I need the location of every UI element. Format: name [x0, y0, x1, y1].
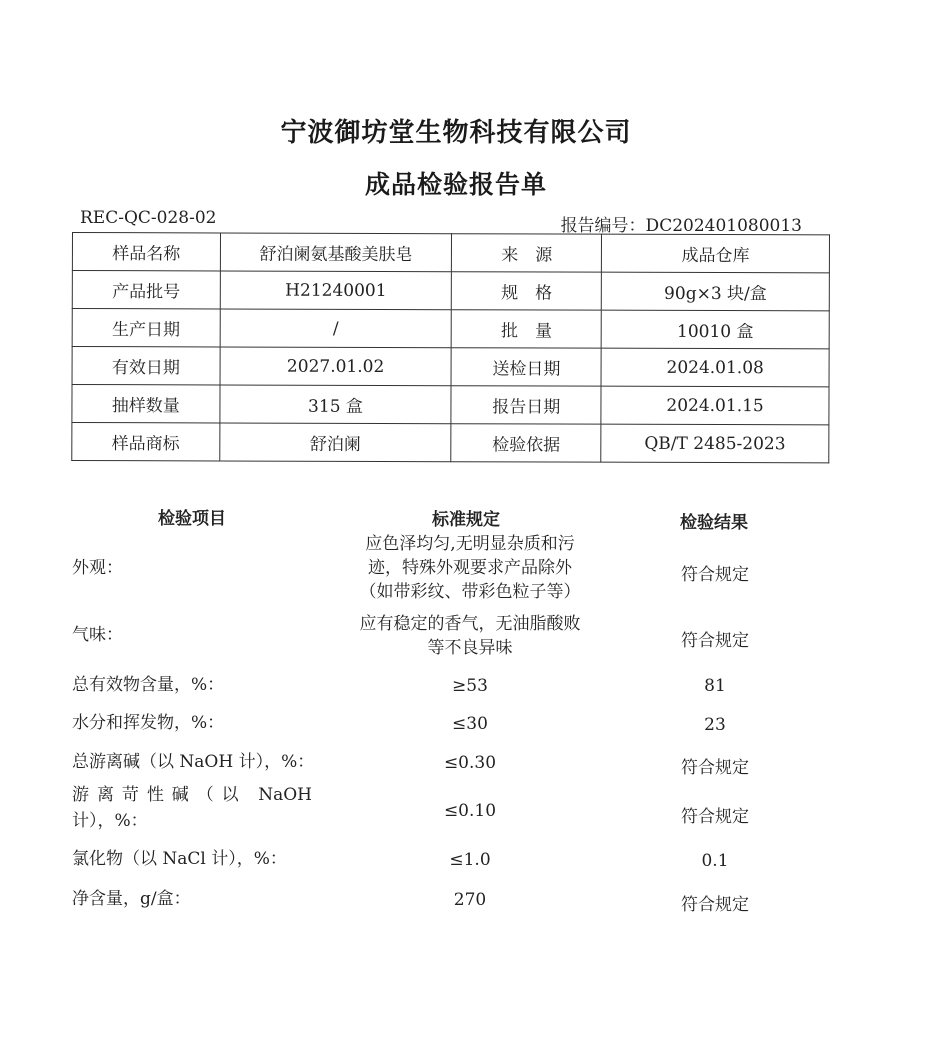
- result-standard: ≤1.0: [449, 850, 491, 870]
- result-item: 水分和挥发物，%：: [72, 713, 225, 733]
- info-label: 规 格: [452, 272, 602, 310]
- info-label: 送检日期: [451, 348, 601, 386]
- info-label: 批 量: [452, 310, 602, 348]
- standard-line: 应有稳定的香气，无油脂酸败: [359, 614, 581, 634]
- info-label: 抽样数量: [72, 385, 220, 423]
- result-value: 23: [704, 715, 726, 735]
- standard-line: 应色泽均匀,无明显杂质和污: [365, 534, 575, 554]
- info-label: 检验依据: [451, 424, 601, 462]
- standard-line: （如带彩纹、带彩色粒子等）: [359, 582, 581, 602]
- result-standard: [330, 532, 610, 604]
- info-label: 产品批号: [72, 271, 220, 309]
- info-value: 315 盒: [220, 385, 452, 424]
- info-label: 样品商标: [72, 423, 220, 461]
- item-line: 游 离 苛 性 碱 （ 以 NaOH: [72, 785, 312, 805]
- result-item: 总游离碱（以 NaOH 计），%：: [72, 752, 315, 772]
- result-item: 净含量，g/盒：: [72, 889, 191, 909]
- info-label: 样品名称: [72, 233, 220, 271]
- result-standard: [330, 612, 610, 660]
- info-label: 生产日期: [72, 309, 220, 347]
- result-item: 气味：: [72, 625, 123, 645]
- info-value: 舒泊阑: [219, 423, 451, 462]
- result-item: 外观：: [72, 558, 123, 578]
- info-value: 舒泊阑氨基酸美肤皂: [220, 233, 452, 272]
- result-value: 符合规定: [681, 631, 749, 651]
- result-standard: ≤30: [452, 714, 488, 734]
- info-value: 90g×3 块/盒: [602, 272, 830, 311]
- result-standard: ≤0.10: [443, 801, 497, 821]
- standard-line: 等不良异味: [427, 638, 513, 658]
- report-title: 成品检验报告单: [364, 170, 547, 199]
- result-value: 符合规定: [681, 807, 749, 827]
- result-value: 符合规定: [681, 565, 749, 585]
- standard-line: 迹，特殊外观要求产品除外: [368, 558, 572, 578]
- column-header-item: 检验项目: [158, 509, 226, 529]
- item-line: 计），%：: [72, 811, 148, 831]
- info-value: QB/T 2485-2023: [601, 424, 829, 463]
- result-item: [72, 782, 322, 834]
- info-value: 10010 盒: [601, 310, 829, 349]
- info-value: H21240001: [220, 271, 452, 310]
- column-header-result: 检验结果: [680, 513, 748, 533]
- result-item: 总有效物含量，%：: [72, 675, 225, 695]
- result-value: 81: [704, 676, 726, 696]
- info-value: 2024.01.15: [601, 386, 829, 425]
- result-item: 氯化物（以 NaCl 计），%：: [72, 849, 287, 869]
- result-standard: ≤0.30: [443, 753, 497, 773]
- info-value: 2024.01.08: [601, 348, 829, 387]
- info-value: 成品仓库: [602, 234, 830, 273]
- result-standard: ≥53: [452, 676, 488, 696]
- info-label: 报告日期: [451, 386, 601, 424]
- result-standard: 270: [453, 890, 487, 910]
- result-value: 符合规定: [681, 895, 749, 915]
- info-label: 来 源: [452, 234, 602, 272]
- info-label: 有效日期: [72, 347, 220, 385]
- result-value: 0.1: [701, 851, 729, 871]
- column-header-standard: 标准规定: [432, 510, 500, 530]
- report-number: 报告编号：DC202401080013: [560, 216, 802, 236]
- company-name: 宁波御坊堂生物科技有限公司: [280, 118, 632, 148]
- info-value: 2027.01.02: [220, 347, 452, 386]
- result-value: 符合规定: [681, 758, 749, 778]
- info-value: /: [220, 309, 452, 348]
- form-code: REC-QC-028-02: [80, 208, 217, 228]
